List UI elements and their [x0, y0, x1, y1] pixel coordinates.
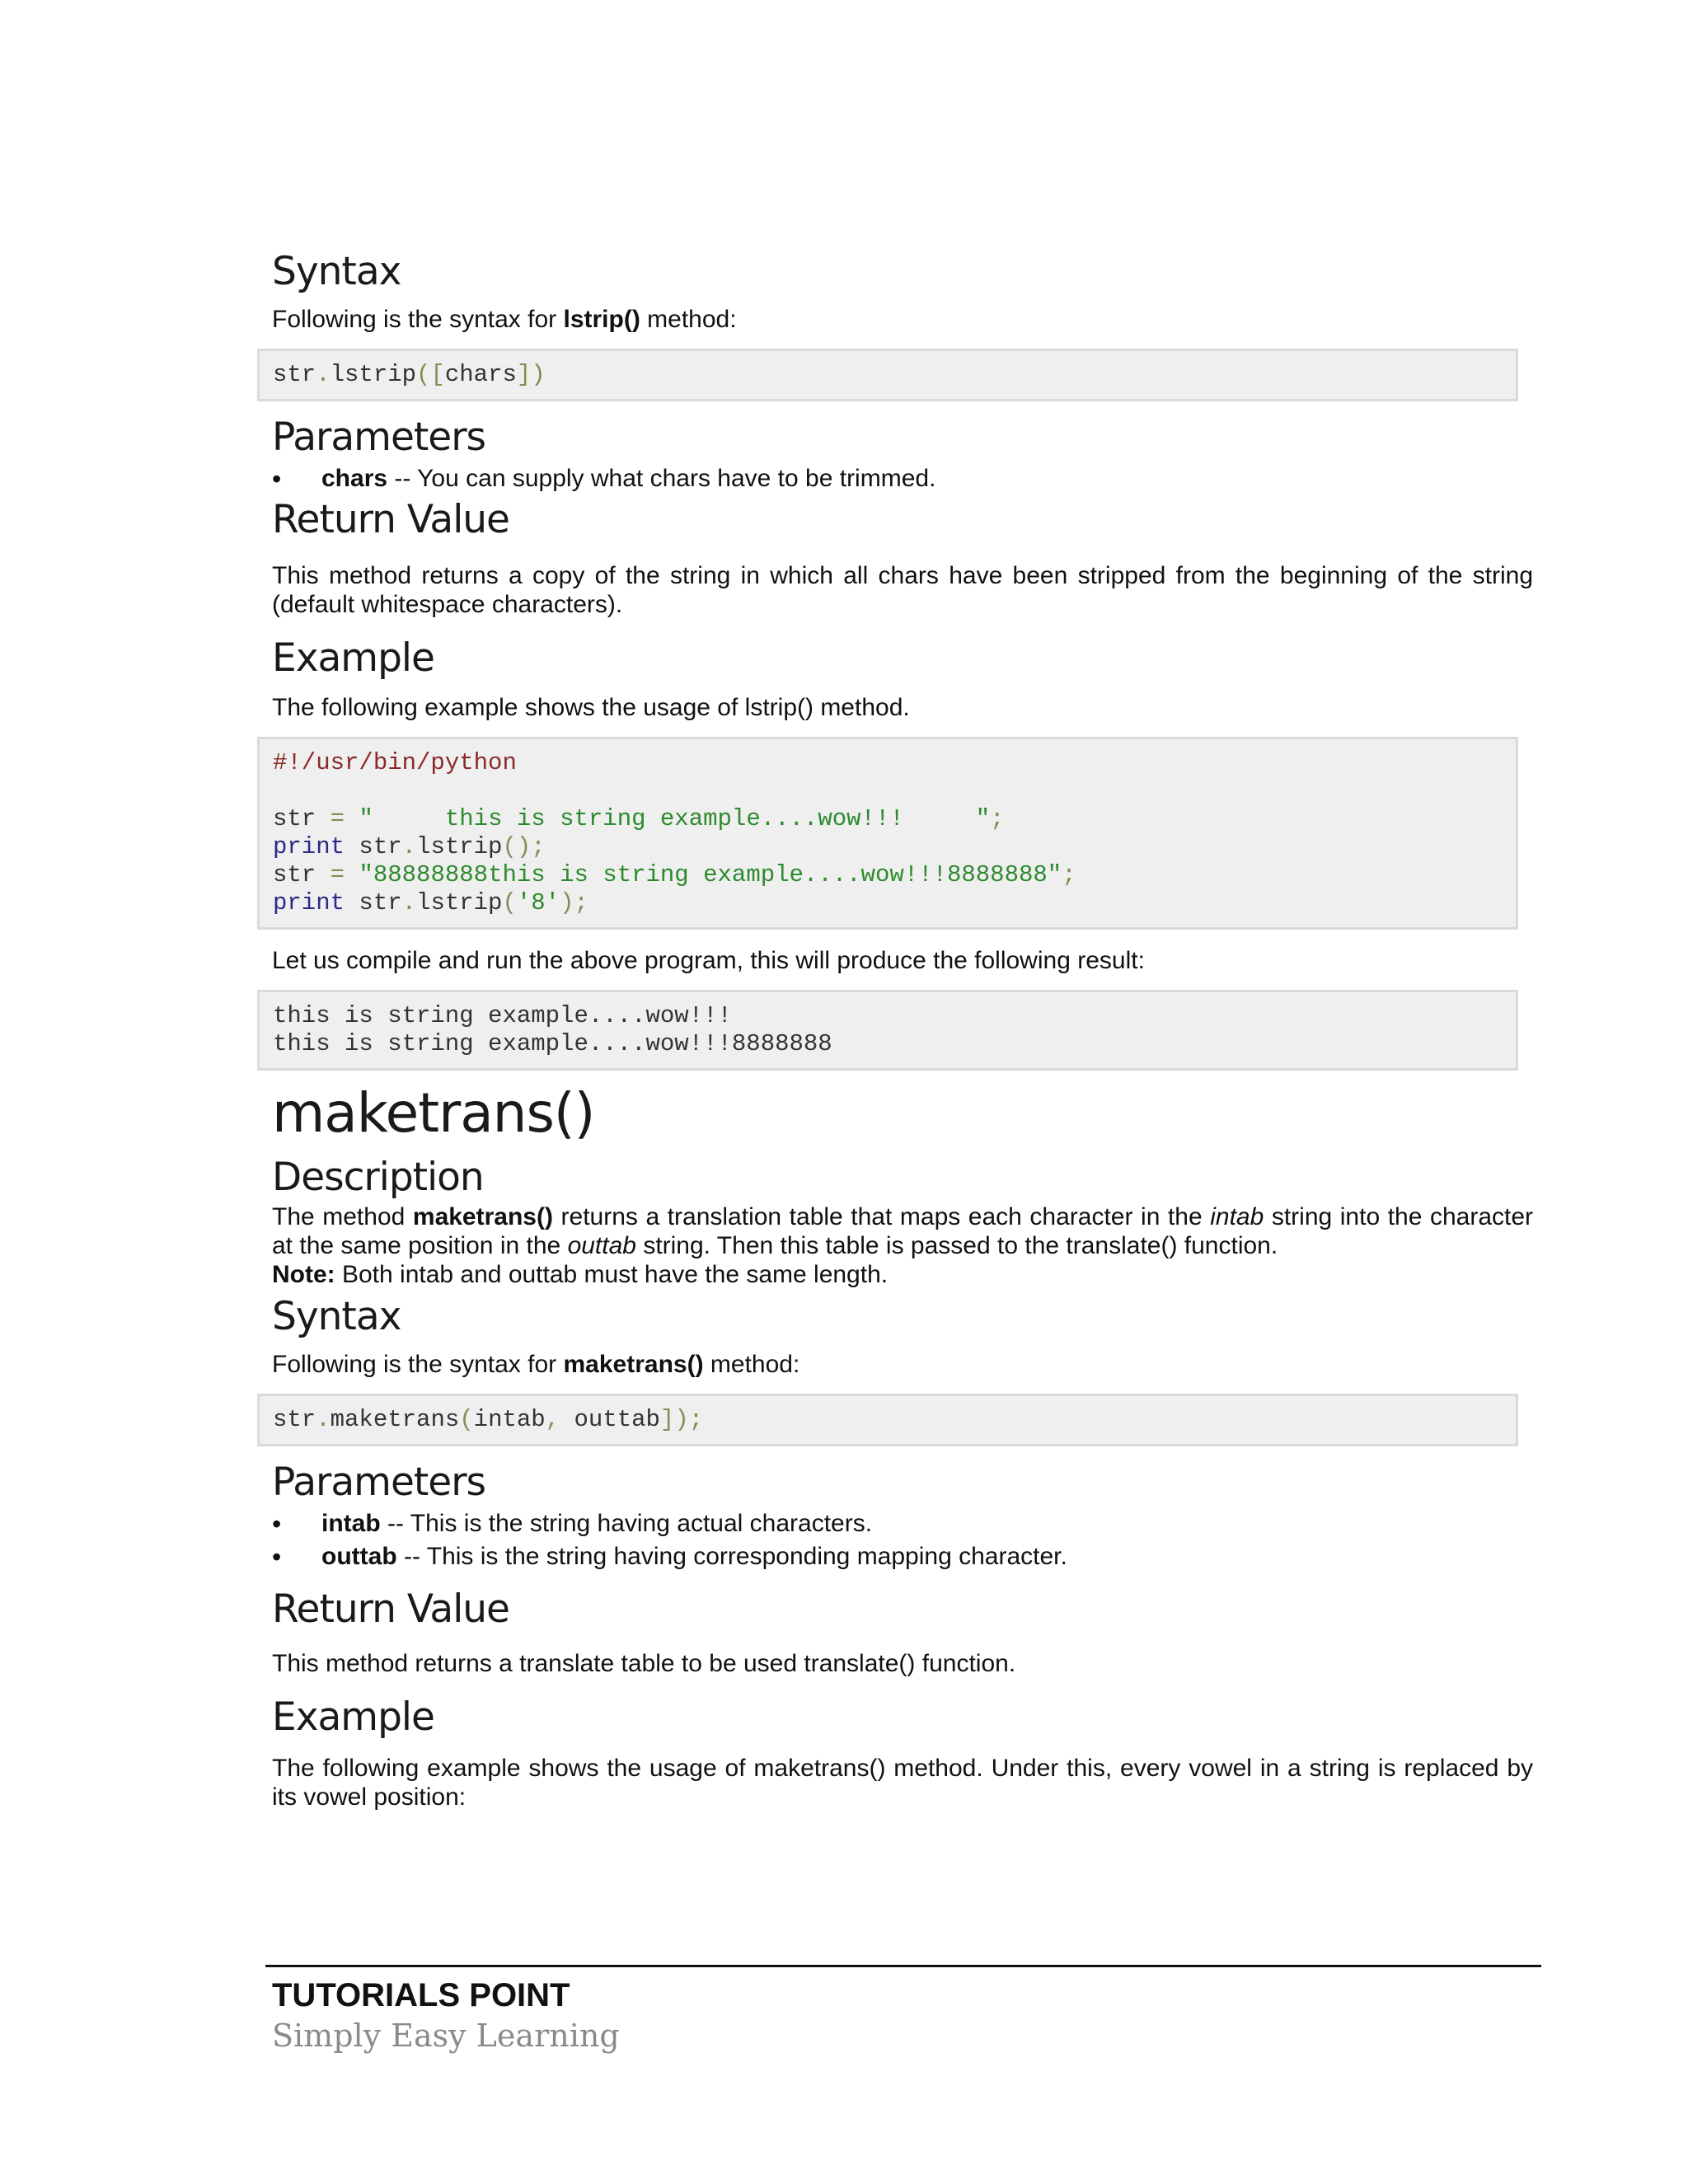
method-title: maketrans()	[272, 1081, 595, 1145]
description-heading: Description	[272, 1155, 484, 1200]
footer-brand: TUTORIALS POINT	[272, 1977, 570, 2013]
parameters-list	[272, 462, 1533, 495]
example-code-block: #!/usr/bin/python str = " this is string example....wow!!! "; print str.lstrip(); str = "88888888this is string example....wow!!!8888888"; print str.lstrip('8');	[257, 737, 1518, 930]
syntax-code-block-2: str.maketrans(intab, outtab]);	[257, 1394, 1518, 1446]
result-intro: Let us compile and run the above program, this will produce the following result:	[272, 947, 1145, 974]
footer-tagline: Simply Easy Learning	[272, 2018, 620, 2054]
parameters-heading-2: Parameters	[272, 1460, 486, 1505]
example-heading-2: Example	[272, 1694, 434, 1740]
return-value-text-2: This method returns a translate table to be used translate() function.	[272, 1650, 1016, 1677]
parameters-list-2	[272, 1507, 1533, 1573]
document-body	[272, 247, 1533, 1811]
page-footer	[265, 1965, 1541, 2055]
return-value-text: This method returns a copy of the string in which all chars have been stripped from the beginning of the string (default whitespace characters).	[272, 562, 1533, 618]
syntax-code-block: str.lstrip([chars])	[257, 349, 1518, 401]
footer-divider	[265, 1965, 1541, 1967]
description-text: The method maketrans() returns a translation table that maps each character in the intab string into the character at the same position in the outtab string. Then this table is passed to the translate() function.	[272, 1203, 1534, 1259]
note-text: Note: Both intab and outtab must have the same length.	[272, 1261, 889, 1288]
example-intro: The following example shows the usage of lstrip() method.	[272, 694, 910, 721]
example-intro-2: The following example shows the usage of maketrans() method. Under this, every vowel in a string is replaced by its vowel position:	[272, 1755, 1533, 1811]
syntax-intro-2: Following is the syntax for maketrans() method:	[272, 1351, 800, 1378]
syntax-heading: Syntax	[272, 249, 401, 294]
result-code-block: this is string example....wow!!! this is string example....wow!!!8888888	[257, 990, 1518, 1071]
list-item: • outtab -- This is the string having corresponding mapping character.	[272, 1540, 1533, 1573]
example-heading: Example	[272, 635, 434, 681]
return-value-heading: Return Value	[272, 497, 509, 542]
list-item: • intab -- This is the string having actual characters.	[272, 1507, 1533, 1540]
return-value-heading-2: Return Value	[272, 1586, 509, 1632]
parameters-heading: Parameters	[272, 415, 486, 460]
syntax-heading-2: Syntax	[272, 1294, 401, 1339]
list-item: • chars -- You can supply what chars have to be trimmed.	[272, 462, 1533, 495]
syntax-intro: Following is the syntax for lstrip() method:	[272, 306, 737, 333]
